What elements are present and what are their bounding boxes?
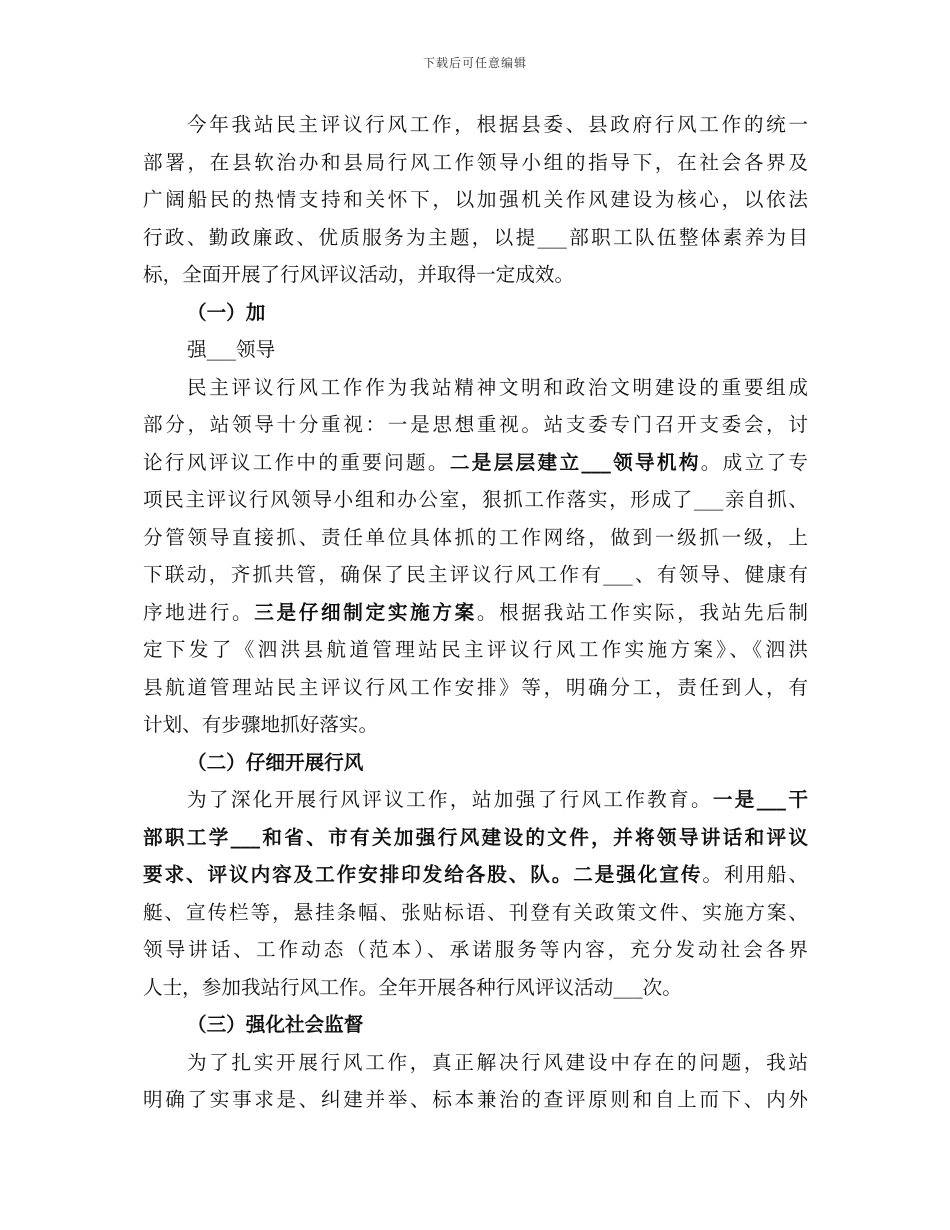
- text-segment: 序地进行。: [143, 600, 255, 624]
- bold-text-segment: （二）仔细开展行风: [187, 750, 364, 774]
- text-segment: 强___领导: [187, 338, 276, 361]
- text-line: [143, 669, 808, 707]
- text-segment: 艇、宣传栏等，悬挂条幅、张贴标语、刊登有关政策文件、实施方案、: [143, 900, 808, 924]
- text-line: [143, 594, 808, 632]
- text-line: [143, 181, 808, 219]
- text-line: [143, 1081, 808, 1119]
- bold-text-segment: （三）强化社会监督: [187, 1013, 364, 1036]
- text-segment: 标，全面开展了行风评议活动，并取得一定成效。: [143, 263, 575, 286]
- text-segment: 下联动，齐抓共管，确保了民主评议行风工作有___、有领导、健康有: [143, 563, 808, 586]
- text-line: [143, 556, 808, 594]
- bold-text-segment: （一）加: [187, 300, 266, 324]
- text-line: [143, 969, 808, 1007]
- text-line: [143, 931, 808, 969]
- bold-text-segment: 二是层层建立___领导机构: [449, 450, 701, 474]
- text-line: [143, 706, 808, 744]
- text-line: [143, 256, 808, 294]
- text-line: [143, 331, 808, 369]
- text-segment: 县航道管理站民主评议行风工作安排》等，明确分工，责任到人，有: [143, 675, 808, 699]
- bold-text-segment: 一是___干: [712, 788, 809, 811]
- text-segment: 今年我站民主评议行风工作，根据县委、县政府行风工作的统一: [187, 113, 808, 136]
- text-segment: 部署，在县软治办和县局行风工作领导小组的指导下，在社会各界及: [143, 150, 808, 174]
- text-segment: 为了深化开展行风评议工作，站加强了行风工作教育。: [187, 788, 713, 811]
- text-line: [143, 294, 808, 332]
- text-segment: 部分，站领导十分重视：一是思想重视。站支委专门召开支委会，讨: [143, 413, 808, 436]
- text-segment: 民主评议行风工作作为我站精神文明和政治文明建设的重要组成: [187, 375, 808, 399]
- text-line: [143, 444, 808, 482]
- text-line: [143, 1044, 808, 1082]
- text-line: [143, 219, 808, 257]
- document-body: [143, 106, 808, 1119]
- text-segment: 定下发了《泗洪县航道管理站民主评议行风工作实施方案》、《泗洪: [143, 638, 808, 661]
- text-segment: 人士，参加我站行风工作。全年开展各种行风评议活动___次。: [143, 975, 682, 999]
- text-segment: 。利用船、: [702, 863, 809, 886]
- text-segment: 领导讲话、工作动态（范本）、承诺服务等内容，充分发动社会各界: [143, 938, 808, 961]
- text-line: [143, 856, 808, 894]
- page-header: 下载后可任意编辑: [422, 56, 527, 70]
- text-line: [143, 781, 808, 819]
- bold-text-segment: 三是仔细制定实施方案: [254, 600, 477, 624]
- text-segment: 为了扎实开展行风工作，真正解决行风建设中存在的问题，我站: [187, 1050, 808, 1074]
- text-segment: 项民主评议行风领导小组和办公室，狠抓工作落实，形成了___亲自抓、: [143, 488, 808, 511]
- text-segment: 明确了实事求是、纠建并举、标本兼治的查评原则和自上而下、内外: [143, 1088, 808, 1111]
- text-segment: 。根据我站工作实际，我站先后制: [476, 600, 809, 624]
- text-segment: 。成立了专: [700, 450, 809, 474]
- text-segment: 计划、有步骤地抓好落实。: [143, 713, 379, 736]
- text-segment: 行政、勤政廉政、优质服务为主题，以提___部职工队伍整体素养为目: [143, 225, 808, 249]
- text-line: [143, 106, 808, 144]
- text-segment: 广阔船民的热情支持和关怀下，以加强机关作风建设为核心，以依法: [143, 188, 808, 211]
- text-line: [143, 369, 808, 407]
- text-segment: 分管领导直接抓、责任单位具体抓的工作网络，做到一级抓一级，上: [143, 525, 808, 549]
- bold-text-segment: 部职工学___和省、市有关加强行风建设的文件，并将领导讲话和评议: [143, 825, 808, 849]
- text-line: [143, 406, 808, 444]
- text-line: [143, 481, 808, 519]
- text-segment: 论行风评议工作中的重要问题。: [143, 450, 450, 474]
- text-line: [143, 744, 808, 782]
- text-line: [143, 519, 808, 557]
- text-line: [143, 819, 808, 857]
- bold-text-segment: 要求、评议内容及工作安排印发给各股、队。二是强化宣传: [143, 863, 703, 886]
- text-line: [143, 144, 808, 182]
- text-line: [143, 894, 808, 932]
- text-line: [143, 1006, 808, 1044]
- text-line: [143, 631, 808, 669]
